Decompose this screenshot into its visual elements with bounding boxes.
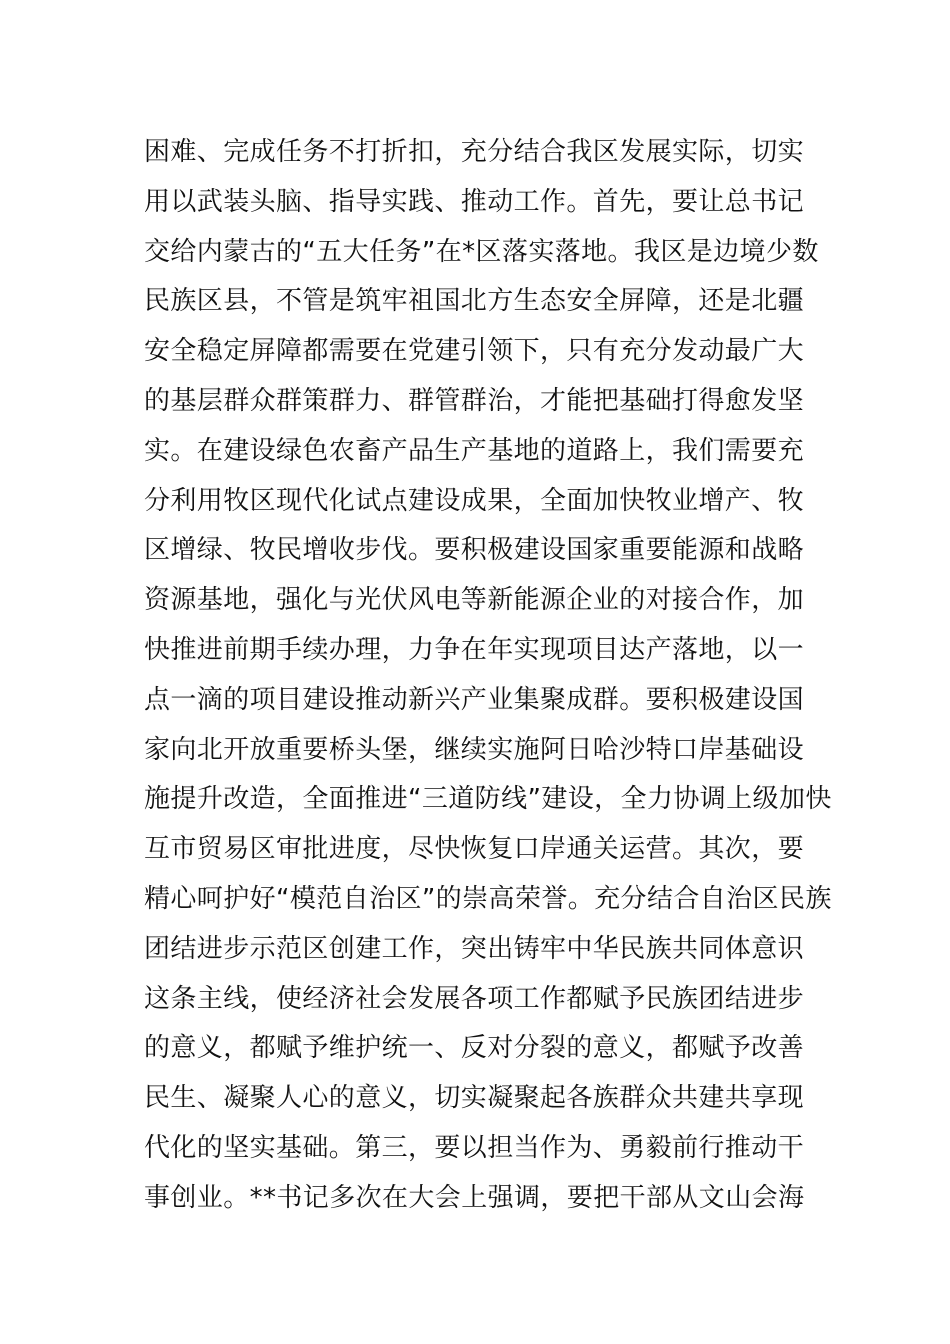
body-text [144, 128, 832, 1224]
text-line: 区增绿、牧民增收步伐。要积极建设国家重要能源和战略 [144, 535, 805, 566]
text-line: 民族区县，不管是筑牢祖国北方生态安全屏障，还是北疆 [144, 286, 805, 317]
text-line: 的意义，都赋予维护统一、反对分裂的意义，都赋予改善 [144, 1033, 805, 1064]
text-line: 事创业。**书记多次在大会上强调，要把干部从文山会海 [144, 1182, 805, 1213]
text-line: 代化的坚实基础。第三，要以担当作为、勇毅前行推动干 [144, 1132, 805, 1163]
text-line: 这条主线，使经济社会发展各项工作都赋予民族团结进步 [144, 983, 805, 1014]
text-line: 点一滴的项目建设推动新兴产业集聚成群。要积极建设国 [144, 684, 805, 715]
text-line: 用以武装头脑、指导实践、推动工作。首先，要让总书记 [144, 186, 805, 217]
text-line: 实。在建设绿色农畜产品生产基地的道路上，我们需要充 [144, 435, 805, 466]
text-line: 互市贸易区审批进度，尽快恢复口岸通关运营。其次，要 [144, 834, 805, 865]
text-line: 施提升改造，全面推进“三道防线”建设，全力协调上级加快 [144, 784, 832, 815]
text-line: 分利用牧区现代化试点建设成果，全面加快牧业增产、牧 [144, 485, 805, 516]
text-line: 安全稳定屏障都需要在党建引领下，只有充分发动最广大 [144, 336, 805, 367]
text-line: 交给内蒙古的“五大任务”在*区落实落地。我区是边境少数 [144, 236, 819, 267]
text-line: 家向北开放重要桥头堡，继续实施阿日哈沙特口岸基础设 [144, 734, 805, 765]
text-line: 快推进前期手续办理，力争在年实现项目达产落地，以一 [144, 634, 805, 665]
text-line: 的基层群众群策群力、群管群治，才能把基础打得愈发坚 [144, 385, 805, 416]
text-line: 团结进步示范区创建工作，突出铸牢中华民族共同体意识 [144, 933, 805, 964]
text-line: 精心呵护好“模范自治区”的崇高荣誉。充分结合自治区民族 [144, 883, 832, 914]
text-line: 民生、凝聚人心的意义，切实凝聚起各族群众共建共享现 [144, 1083, 805, 1114]
text-line: 资源基地，强化与光伏风电等新能源企业的对接合作，加 [144, 585, 805, 616]
text-line: 困难、完成任务不打折扣，充分结合我区发展实际，切实 [144, 137, 805, 167]
